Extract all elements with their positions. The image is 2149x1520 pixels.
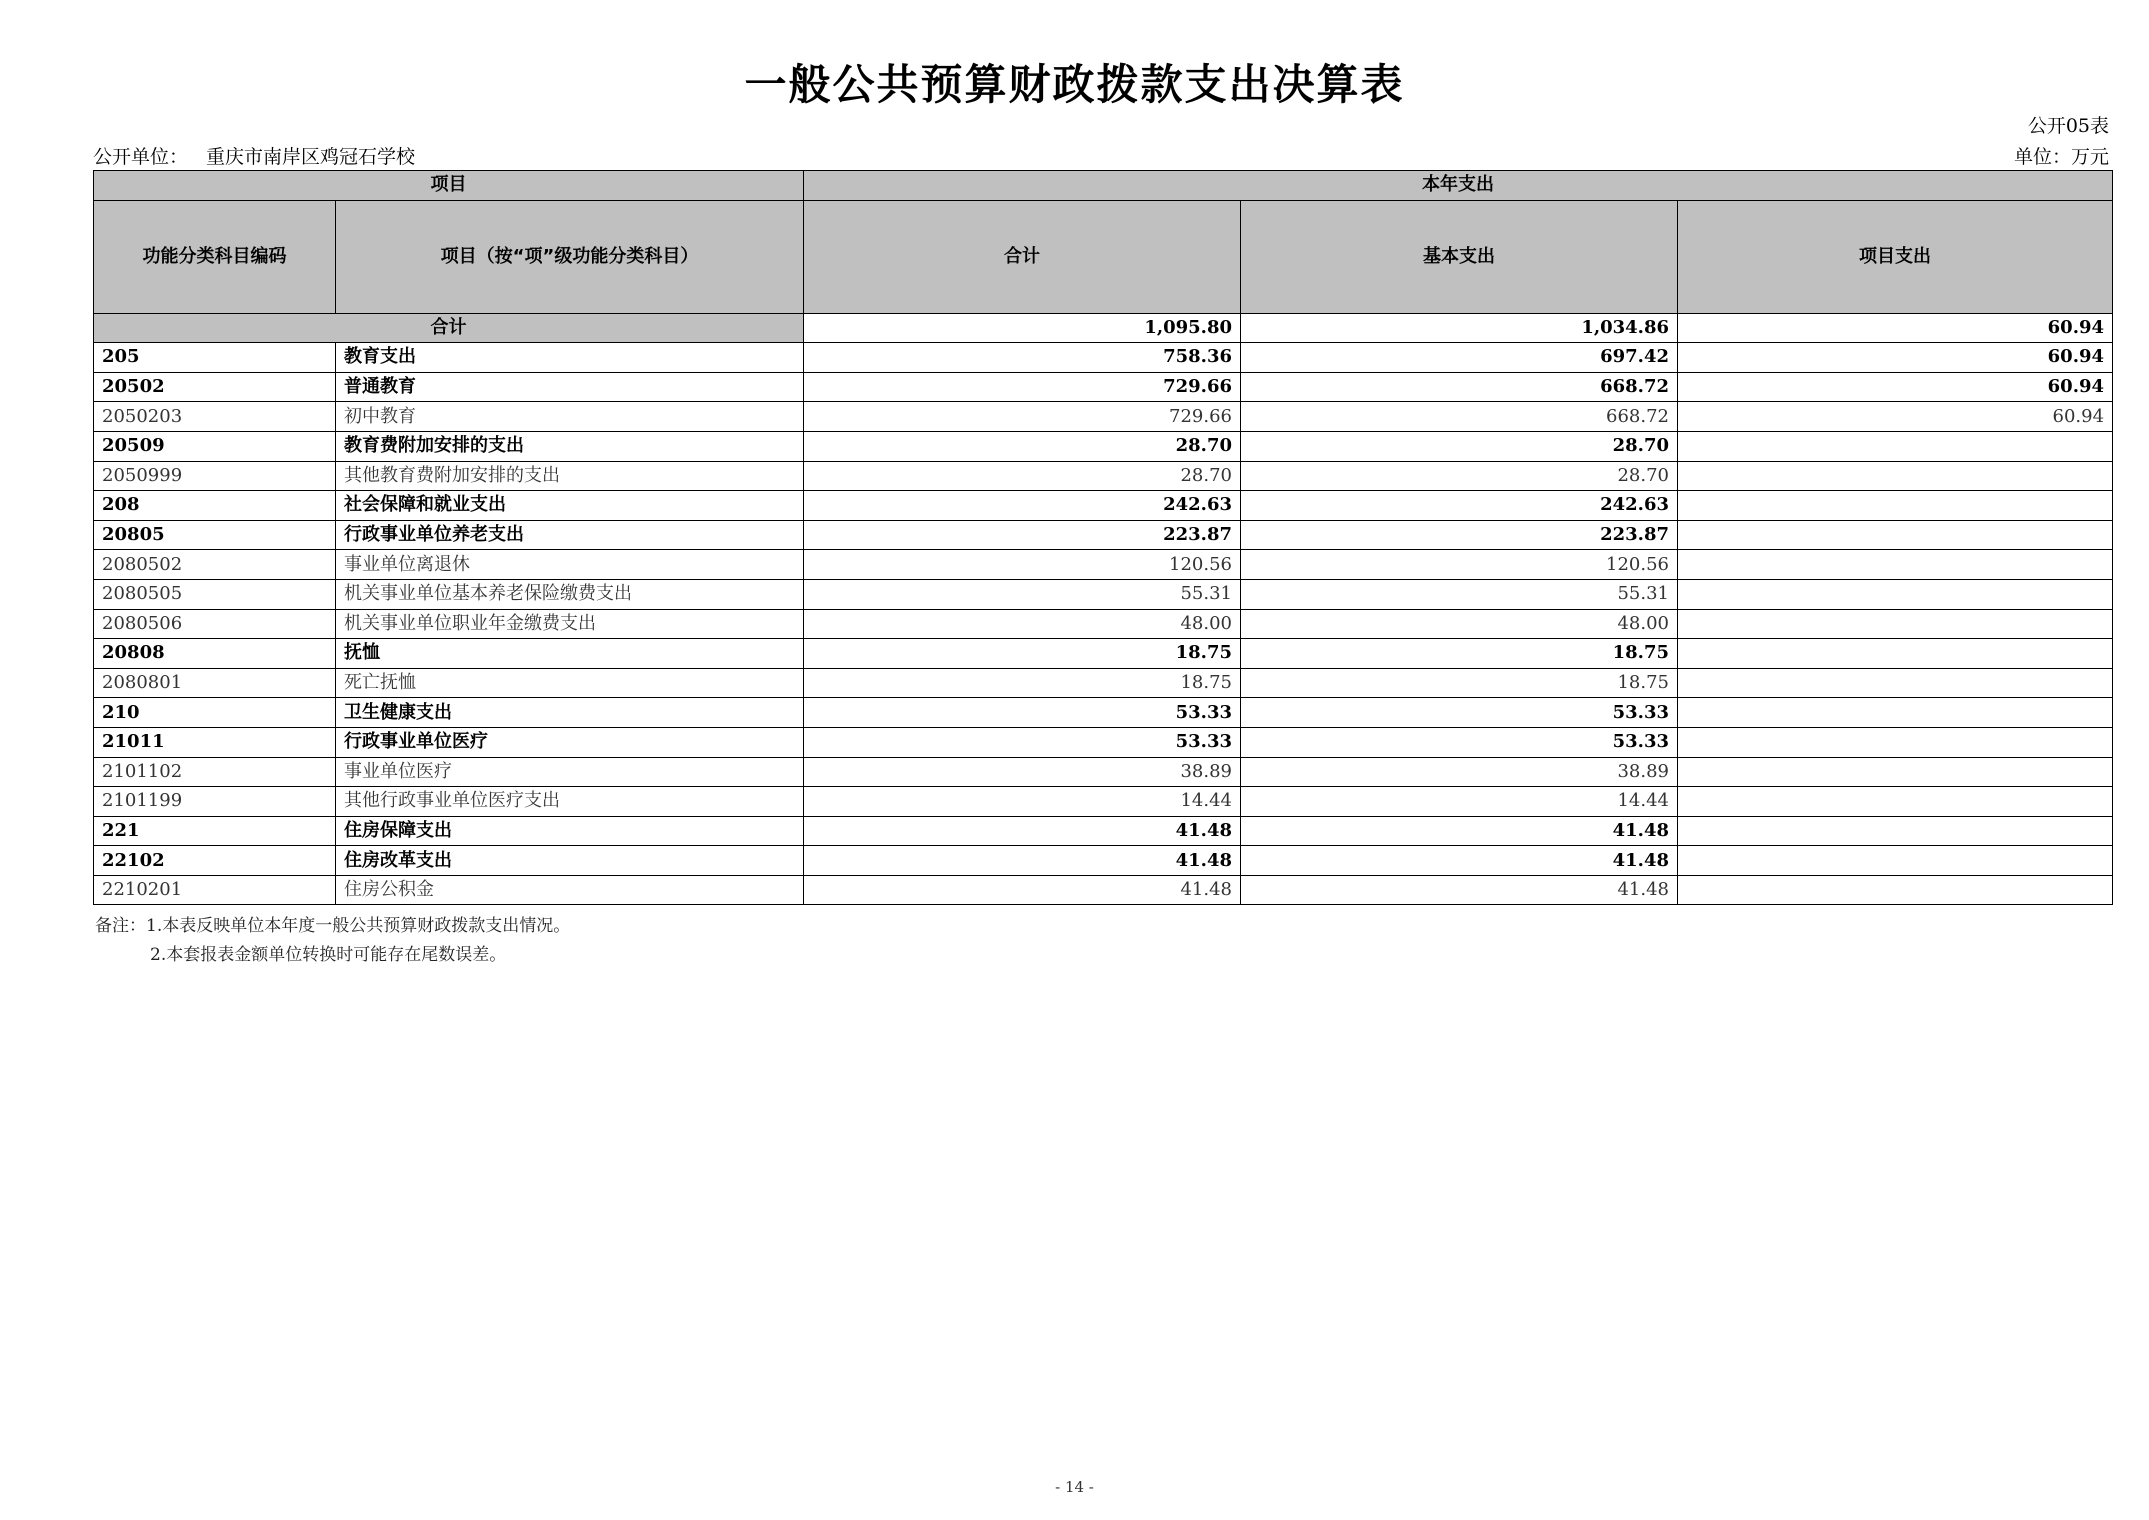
row-total: 14.44 — [804, 787, 1241, 817]
row-total: 53.33 — [804, 727, 1241, 757]
table-row — [94, 787, 2113, 817]
column-header-basic: 基本支出 — [1241, 200, 1678, 313]
total-basic: 1,034.86 — [1241, 313, 1678, 343]
row-project: 60.94 — [1678, 402, 2113, 432]
table-row — [94, 727, 2113, 757]
row-code: 2210201 — [94, 875, 336, 905]
header-group-row — [94, 171, 2113, 201]
row-name: 机关事业单位职业年金缴费支出 — [336, 609, 804, 639]
row-name: 其他教育费附加安排的支出 — [336, 461, 804, 491]
row-total: 41.48 — [804, 816, 1241, 846]
table-row — [94, 846, 2113, 876]
row-name: 行政事业单位医疗 — [336, 727, 804, 757]
row-total: 55.31 — [804, 579, 1241, 609]
table-row — [94, 343, 2113, 373]
note-line-1: 备注：1.本表反映单位本年度一般公共预算财政拨款支出情况。 — [95, 916, 571, 936]
table-row — [94, 402, 2113, 432]
row-total: 38.89 — [804, 757, 1241, 787]
table-row — [94, 609, 2113, 639]
row-project — [1678, 550, 2113, 580]
row-name: 抚恤 — [336, 639, 804, 669]
row-project — [1678, 727, 2113, 757]
table-row — [94, 431, 2113, 461]
row-total: 41.48 — [804, 875, 1241, 905]
row-basic: 41.48 — [1241, 875, 1678, 905]
row-total: 223.87 — [804, 520, 1241, 550]
row-total: 120.56 — [804, 550, 1241, 580]
header-column-row — [94, 200, 2113, 313]
row-basic: 53.33 — [1241, 698, 1678, 728]
header-group-expense: 本年支出 — [804, 171, 2113, 201]
row-total: 18.75 — [804, 639, 1241, 669]
row-name: 事业单位离退休 — [336, 550, 804, 580]
row-total: 28.70 — [804, 431, 1241, 461]
expenditure-table — [93, 170, 2113, 905]
table-row — [94, 579, 2113, 609]
total-row — [94, 313, 2113, 343]
row-name: 行政事业单位养老支出 — [336, 520, 804, 550]
table-row — [94, 461, 2113, 491]
row-code: 2080502 — [94, 550, 336, 580]
row-basic: 668.72 — [1241, 372, 1678, 402]
row-total: 41.48 — [804, 846, 1241, 876]
header-info-row — [93, 142, 2109, 169]
row-name: 卫生健康支出 — [336, 698, 804, 728]
row-name: 教育支出 — [336, 343, 804, 373]
row-code: 2080505 — [94, 579, 336, 609]
row-project — [1678, 668, 2113, 698]
row-code: 2050999 — [94, 461, 336, 491]
row-basic: 41.48 — [1241, 846, 1678, 876]
row-basic: 41.48 — [1241, 816, 1678, 846]
row-basic: 14.44 — [1241, 787, 1678, 817]
row-project — [1678, 698, 2113, 728]
row-code: 2101199 — [94, 787, 336, 817]
row-name: 其他行政事业单位医疗支出 — [336, 787, 804, 817]
row-project — [1678, 846, 2113, 876]
row-name: 初中教育 — [336, 402, 804, 432]
row-basic: 18.75 — [1241, 639, 1678, 669]
row-total: 758.36 — [804, 343, 1241, 373]
row-project: 60.94 — [1678, 372, 2113, 402]
row-basic: 668.72 — [1241, 402, 1678, 432]
row-total: 242.63 — [804, 491, 1241, 521]
table-row — [94, 875, 2113, 905]
total-label: 合计 — [94, 313, 804, 343]
note-line-2: 2.本套报表金额单位转换时可能存在尾数误差。 — [150, 945, 507, 965]
row-project — [1678, 787, 2113, 817]
row-code: 20502 — [94, 372, 336, 402]
row-total: 18.75 — [804, 668, 1241, 698]
row-name: 住房改革支出 — [336, 846, 804, 876]
row-project — [1678, 431, 2113, 461]
row-project — [1678, 491, 2113, 521]
row-basic: 120.56 — [1241, 550, 1678, 580]
row-code: 20509 — [94, 431, 336, 461]
row-name: 事业单位医疗 — [336, 757, 804, 787]
row-code: 2080506 — [94, 609, 336, 639]
table-row — [94, 550, 2113, 580]
row-code: 205 — [94, 343, 336, 373]
column-header-project: 项目支出 — [1678, 200, 2113, 313]
row-total: 729.66 — [804, 402, 1241, 432]
organization-name: 重庆市南岸区鸡冠石学校 — [206, 146, 416, 168]
row-basic: 223.87 — [1241, 520, 1678, 550]
row-code: 22102 — [94, 846, 336, 876]
row-total: 28.70 — [804, 461, 1241, 491]
row-name: 社会保障和就业支出 — [336, 491, 804, 521]
total-amount: 1,095.80 — [804, 313, 1241, 343]
row-name: 死亡抚恤 — [336, 668, 804, 698]
row-code: 2101102 — [94, 757, 336, 787]
table-row — [94, 372, 2113, 402]
row-code: 210 — [94, 698, 336, 728]
row-project — [1678, 757, 2113, 787]
row-name: 住房保障支出 — [336, 816, 804, 846]
column-header-name: 项目（按“项”级功能分类科目） — [336, 200, 804, 313]
table-row — [94, 668, 2113, 698]
unit-label: 单位：万元 — [2013, 146, 2109, 168]
row-project — [1678, 461, 2113, 491]
row-code: 20808 — [94, 639, 336, 669]
row-total: 53.33 — [804, 698, 1241, 728]
row-project — [1678, 609, 2113, 639]
row-basic: 48.00 — [1241, 609, 1678, 639]
organization-label: 公开单位： — [93, 146, 189, 168]
row-basic: 242.63 — [1241, 491, 1678, 521]
row-code: 2080801 — [94, 668, 336, 698]
notes — [95, 912, 570, 970]
form-number: 公开05表 — [2027, 115, 2109, 137]
row-name: 教育费附加安排的支出 — [336, 431, 804, 461]
row-code: 20805 — [94, 520, 336, 550]
row-project — [1678, 579, 2113, 609]
document-title: 一般公共预算财政拨款支出决算表 — [744, 60, 1405, 109]
row-code: 208 — [94, 491, 336, 521]
row-basic: 28.70 — [1241, 461, 1678, 491]
row-name: 机关事业单位基本养老保险缴费支出 — [336, 579, 804, 609]
header-group-item: 项目 — [94, 171, 804, 201]
row-name: 普通教育 — [336, 372, 804, 402]
row-code: 2050203 — [94, 402, 336, 432]
row-project — [1678, 875, 2113, 905]
row-project: 60.94 — [1678, 343, 2113, 373]
total-project: 60.94 — [1678, 313, 2113, 343]
table-row — [94, 757, 2113, 787]
table-row — [94, 520, 2113, 550]
row-total: 48.00 — [804, 609, 1241, 639]
row-project — [1678, 816, 2113, 846]
table-row — [94, 698, 2113, 728]
table-row — [94, 639, 2113, 669]
row-basic: 697.42 — [1241, 343, 1678, 373]
row-basic: 28.70 — [1241, 431, 1678, 461]
row-name: 住房公积金 — [336, 875, 804, 905]
table-row — [94, 491, 2113, 521]
row-project — [1678, 520, 2113, 550]
row-code: 221 — [94, 816, 336, 846]
row-project — [1678, 639, 2113, 669]
organization-info — [93, 142, 415, 169]
page-number: - 14 - — [1055, 1478, 1094, 1496]
row-code: 21011 — [94, 727, 336, 757]
row-basic: 38.89 — [1241, 757, 1678, 787]
row-total: 729.66 — [804, 372, 1241, 402]
column-header-total: 合计 — [804, 200, 1241, 313]
table-row — [94, 816, 2113, 846]
row-basic: 18.75 — [1241, 668, 1678, 698]
column-header-code: 功能分类科目编码 — [94, 200, 336, 313]
row-basic: 55.31 — [1241, 579, 1678, 609]
row-basic: 53.33 — [1241, 727, 1678, 757]
